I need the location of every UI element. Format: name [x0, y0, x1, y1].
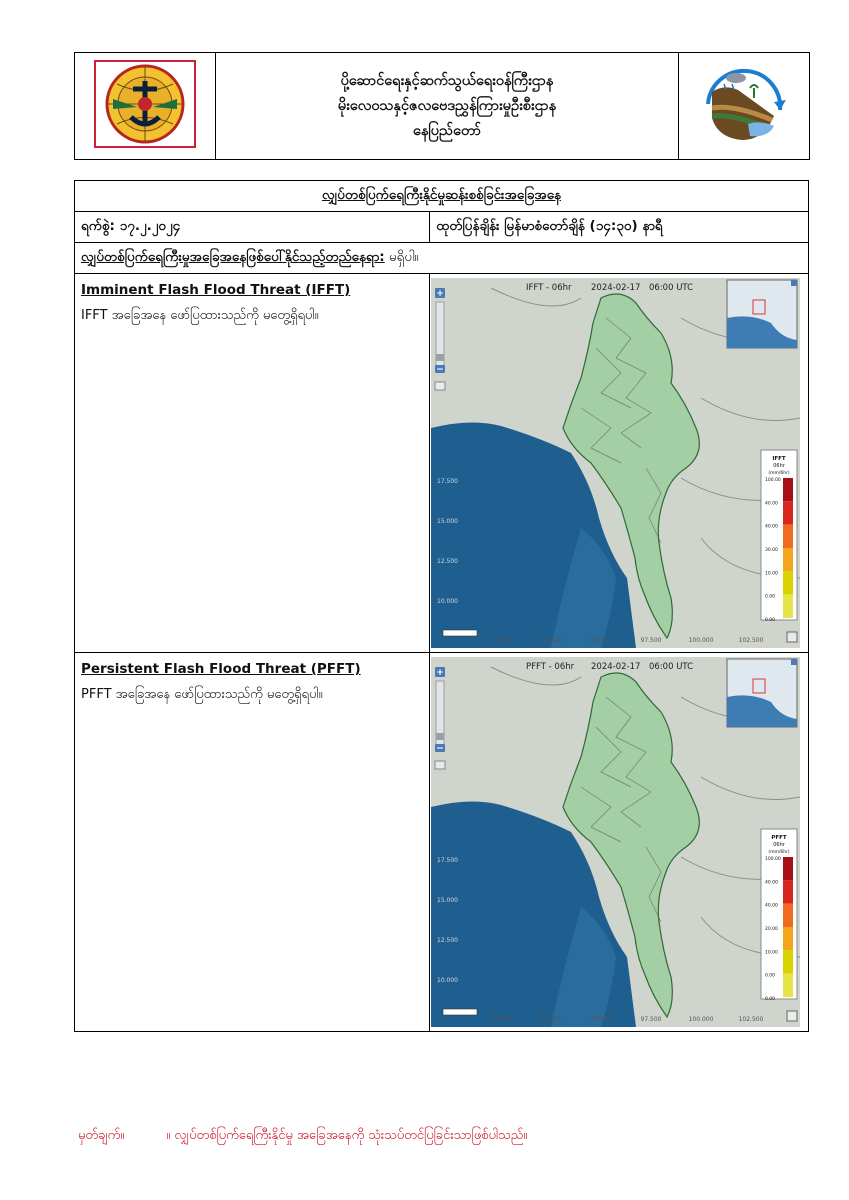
legend-value: 0.00: [765, 594, 776, 600]
zoom-out-icon: −: [436, 365, 445, 375]
legend-unit: (mm/6hr): [768, 471, 790, 476]
latitude-label: 15.000: [437, 518, 459, 525]
latitude-label: 10.000: [437, 598, 459, 605]
report-date: ရက်စွဲ: ၁၇.၂.၂၀၂၄: [75, 212, 430, 243]
legend-unit: (mm/6hr): [768, 850, 790, 855]
water-cycle-icon: [694, 58, 794, 150]
longitude-label: 90.000: [490, 637, 512, 644]
legend-value: 0.00: [765, 997, 776, 1002]
legend-subtitle: 06hr: [773, 842, 786, 848]
legend-value: 100.00: [765, 857, 782, 862]
longitude-label: 90.000: [490, 1016, 512, 1023]
footer-note: [78, 1127, 527, 1146]
latitude-label: 17.500: [437, 857, 459, 864]
ministry-emblem-icon: [93, 59, 197, 149]
overview-map[interactable]: [727, 280, 797, 348]
zoom-in-icon: +: [436, 668, 445, 678]
legend-value: 0.00: [765, 973, 776, 979]
report-title: လျှပ်တစ်ပြက်ရေကြီးနိုင်မှုဆန်းစစ်ခြင်းအခြေအနေ: [75, 181, 809, 212]
legend-color-band: [783, 904, 793, 927]
longitude-label: 97.500: [640, 1016, 662, 1023]
legend-color-band: [783, 857, 793, 880]
legend-color-band: [783, 950, 793, 973]
map-title: PFFT - 06hr: [526, 662, 575, 672]
legend-value: 10.00: [765, 950, 779, 956]
map-title-bar: [526, 283, 693, 293]
footer-label: မှတ်ချက်။: [78, 1128, 125, 1143]
legend-color-band: [783, 880, 793, 903]
legend-title: IFFT: [772, 456, 786, 462]
left-logo-cell: [75, 53, 216, 160]
ifft-map-cell: [430, 274, 809, 653]
ifft-row: [75, 274, 809, 653]
pfft-heading: Persistent Flash Flood Threat (PFFT): [81, 661, 361, 677]
ifft-map[interactable]: [431, 278, 800, 648]
map-date: 2024-02-17: [591, 283, 641, 293]
footer-text: ။ လျှပ်တစ်ပြက်ရေကြီးနိုင်မှု အခြေအနေကို သုံးသပ်တင်ပြခြင်းသာဖြစ်ပါသည်။: [166, 1128, 528, 1143]
latitude-label: 17.500: [437, 478, 459, 485]
overview-map[interactable]: [727, 659, 797, 727]
ifft-description: IFFT အခြေအနေ ဖော်ပြထားသည်ကို မတွေ့ရှိရပါ။: [81, 308, 319, 323]
longitude-label: 102.500: [738, 637, 764, 644]
risk-area-row: [75, 243, 809, 274]
city-name: နေပြည်တော်: [412, 122, 482, 139]
scale-bar: [443, 630, 477, 636]
fullscreen-button[interactable]: [787, 1011, 797, 1021]
legend-color-band: [783, 525, 793, 548]
legend-value: 40.00: [765, 501, 779, 507]
intensity-legend: [761, 829, 797, 1002]
legend-value: 100.00: [765, 478, 782, 483]
legend-value: 30.00: [765, 548, 779, 553]
zoom-out-icon: −: [436, 744, 445, 754]
fullscreen-button[interactable]: [787, 632, 797, 642]
ministry-name: ပို့ဆောင်ရေးနှင့်ဆက်သွယ်ရေးဝန်ကြီးဌာန: [340, 72, 554, 89]
longitude-label: 92.500: [540, 1016, 562, 1023]
layer-toggle-button[interactable]: [435, 382, 445, 390]
legend-color-band: [783, 974, 793, 997]
legend-color-band: [783, 501, 793, 524]
zoom-slider-handle[interactable]: [436, 733, 444, 740]
issue-time: ထုတ်ပြန်ချိန်း မြန်မာစံတော်ချိန် (၁၄:၃၀) နာရီ: [430, 212, 809, 243]
legend-value: 40.00: [765, 524, 779, 530]
legend-value: 10.00: [765, 571, 779, 577]
overview-collapse-button[interactable]: [791, 659, 797, 665]
risk-area-label: လျှပ်တစ်ပြက်ရေကြီးမှုအခြေအနေဖြစ်ပေါ်နိုင်သည့်တည်နေရာ:: [81, 249, 385, 265]
pfft-row: [75, 653, 809, 1032]
legend-value: 20.00: [765, 927, 779, 932]
intensity-legend: [761, 450, 797, 623]
overview-collapse-button[interactable]: [791, 280, 797, 286]
longitude-label: 95.000: [590, 637, 612, 644]
zoom-slider-track[interactable]: [436, 302, 444, 372]
forecast-map-svg: [431, 657, 800, 1027]
zoom-slider-track[interactable]: [436, 681, 444, 751]
map-time: 06:00 UTC: [649, 662, 694, 672]
longitude-label: 97.500: [640, 637, 662, 644]
scale-bar: [443, 1009, 477, 1015]
map-title: IFFT - 06hr: [526, 283, 572, 293]
pfft-text-cell: [75, 653, 430, 1032]
latitude-label: 10.000: [437, 977, 459, 984]
legend-value: 0.00: [765, 618, 776, 623]
department-name: မိုးလေဝသနှင့်ဇလဗေဒညွှန်ကြားမှုဦးစီးဌာန: [337, 97, 557, 114]
longitude-label: 100.000: [688, 637, 714, 644]
letterhead: [74, 52, 810, 160]
zoom-in-icon: +: [436, 289, 445, 299]
forecast-map-svg: [431, 278, 800, 648]
map-date: 2024-02-17: [591, 662, 641, 672]
legend-color-band: [783, 927, 793, 950]
report-table: [74, 180, 809, 1032]
map-time: 06:00 UTC: [649, 283, 694, 293]
latitude-label: 12.500: [437, 558, 459, 565]
legend-color-band: [783, 548, 793, 571]
legend-color-band: [783, 595, 793, 618]
longitude-label: 102.500: [738, 1016, 764, 1023]
longitude-label: 100.000: [688, 1016, 714, 1023]
longitude-label: 95.000: [590, 1016, 612, 1023]
ifft-heading: Imminent Flash Flood Threat (IFFT): [81, 282, 351, 298]
header-title-cell: [216, 53, 679, 160]
legend-subtitle: 06hr: [773, 463, 786, 469]
layer-toggle-button[interactable]: [435, 761, 445, 769]
legend-color-band: [783, 478, 793, 501]
longitude-label: 92.500: [540, 637, 562, 644]
legend-value: 40.00: [765, 903, 779, 909]
legend-value: 40.00: [765, 880, 779, 886]
zoom-slider-handle[interactable]: [436, 354, 444, 361]
ifft-text-cell: [75, 274, 430, 653]
legend-color-band: [783, 571, 793, 594]
risk-area-value: မရှိပါ။: [388, 249, 419, 265]
latitude-label: 15.000: [437, 897, 459, 904]
latitude-label: 12.500: [437, 937, 459, 944]
legend-title: PFFT: [771, 835, 787, 841]
pfft-description: PFFT အခြေအနေ ဖော်ပြထားသည်ကို မတွေ့ရှိရပါ။: [81, 687, 323, 702]
map-title-bar: [526, 662, 693, 672]
pfft-map[interactable]: [431, 657, 800, 1027]
right-logo-cell: [679, 53, 810, 160]
pfft-map-cell: [430, 653, 809, 1032]
